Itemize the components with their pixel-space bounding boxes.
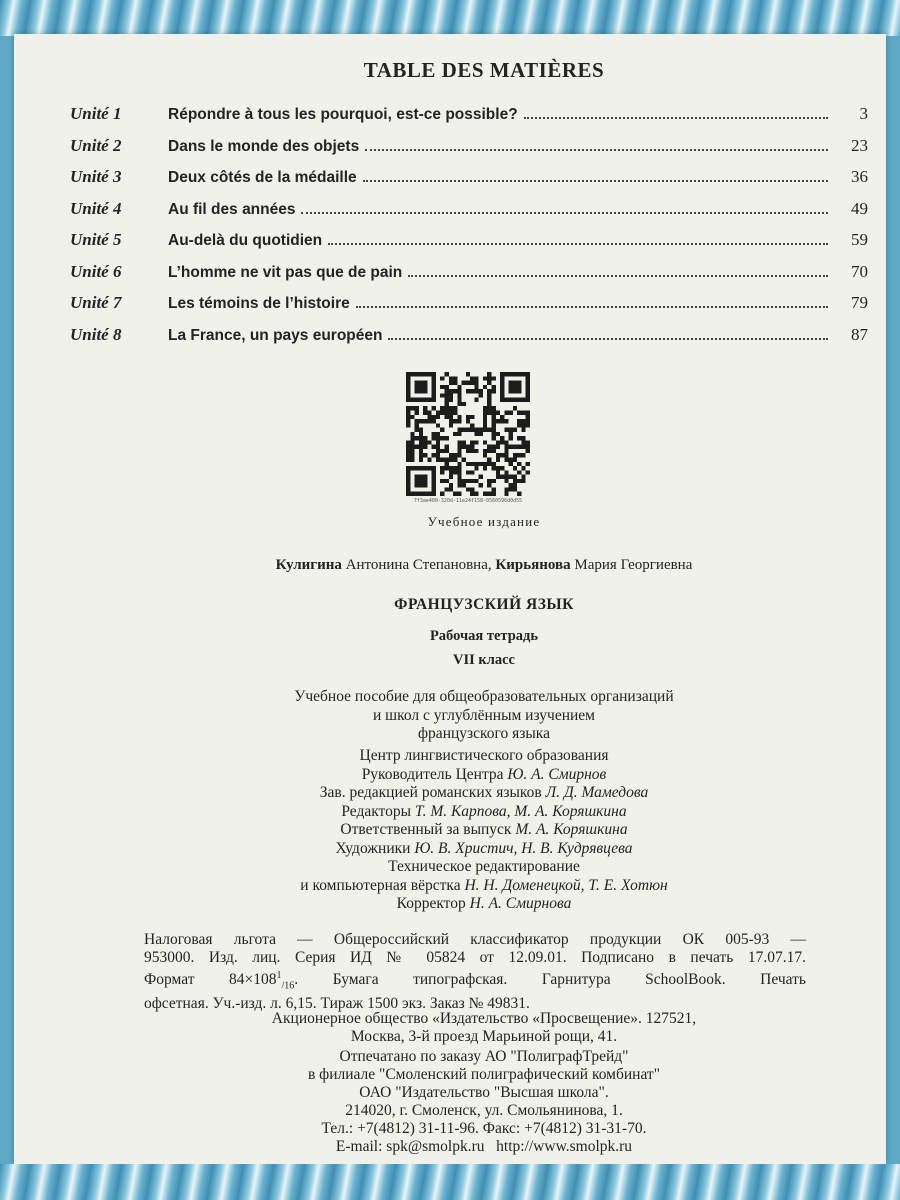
toc-unit-title: Deux côtés de la médaille <box>168 169 357 186</box>
printer-line: 214020, г. Смоленск, ул. Смольянинова, 1. <box>345 1102 623 1119</box>
toc-row <box>70 136 868 168</box>
qr-code-caption: 7f3ae400-320d-11e24f158-0560596d0d55 <box>413 498 523 504</box>
book-title: ФРАНЦУЗСКИЙ ЯЗЫК <box>394 596 574 613</box>
credit-role: Редакторы <box>341 802 412 820</box>
toc-row <box>70 199 868 231</box>
toc-leader-dots <box>363 180 828 182</box>
toc-page-number: 49 <box>851 198 868 218</box>
toc-page-number: 36 <box>851 167 868 186</box>
toc-page-number: 23 <box>851 135 868 155</box>
imprint-format-rest: . Бумага типографская. Гарнитура SchoolBook. Печать <box>294 971 806 989</box>
toc-unit-label: Unité 8 <box>70 324 122 344</box>
toc-page-number: 70 <box>851 261 868 281</box>
toc-unit-label: Unité 5 <box>70 230 122 249</box>
credit-line <box>14 858 900 877</box>
printer-block <box>14 1048 900 1156</box>
toc-unit-label: Unité 2 <box>70 135 122 155</box>
imprint-format-sub: /16 <box>281 980 295 992</box>
author-name: Антонина Степановна, <box>345 557 492 573</box>
toc-unit-title: L’homme ne vit pas que de pain <box>168 263 403 281</box>
credit-role: Техническое редактирование <box>388 858 580 875</box>
credit-role: Художники <box>335 839 411 857</box>
description-line: и школ с углублённым изучением <box>373 706 595 724</box>
credit-person: М. А. Коряшкина <box>515 821 628 838</box>
toc-unit-label: Unité 3 <box>70 167 122 186</box>
toc-unit-label: Unité 1 <box>70 104 122 123</box>
credit-person: Ю. А. Смирнов <box>507 765 607 783</box>
toc-row <box>70 167 868 199</box>
toc-unit-title: Au-delà du quotidien <box>168 232 323 249</box>
book-page <box>14 34 886 1164</box>
imprint-line: 953000. Изд. лиц. Серия ИД № 05824 от 12.09.01. Подписано в печать 17.07.17. <box>144 949 806 966</box>
toc-unit-label: Unité 7 <box>70 293 122 312</box>
toc-unit-title: Répondre à tous les pourquoi, est-ce possible? <box>168 106 518 123</box>
imprint-format-sup: 1 <box>276 970 282 981</box>
toc-row <box>70 104 868 136</box>
credit-line <box>14 766 900 785</box>
toc-page-number: 59 <box>851 230 868 249</box>
credit-line <box>14 747 900 766</box>
imprint-line <box>144 967 806 995</box>
printer-line: Отпечатано по заказу АО "ПолиграфТрейд" <box>339 1048 629 1065</box>
credit-role: Корректор <box>396 895 466 912</box>
toc-unit-label: Unité 6 <box>70 261 122 281</box>
decorative-top-border <box>0 0 900 36</box>
publisher-line: Москва, 3-й проезд Марьиной рощи, 41. <box>350 1028 618 1045</box>
toc-page-number: 79 <box>851 293 868 312</box>
credit-role: Ответственный за выпуск <box>340 821 512 838</box>
decorative-bottom-border <box>0 1164 900 1200</box>
toc-leader-dots <box>524 117 828 119</box>
imprint-line: офсетная. Уч.-изд. л. 6,15. Тираж 1500 экз. Заказ № 49831. <box>144 995 530 1013</box>
imprint-format: Формат 84×108 <box>144 971 277 989</box>
toc-title: TABLE DES MATIÈRES <box>363 58 605 82</box>
description-line: Учебное пособие для общеобразовательных организаций <box>294 688 674 705</box>
toc-page-number: 87 <box>851 324 868 344</box>
toc-page-number: 3 <box>859 104 868 123</box>
credit-person: Л. Д. Мамедова <box>545 784 649 801</box>
credit-role: Зав. редакцией романских языков <box>319 784 542 801</box>
imprint-block <box>144 931 806 1013</box>
toc-unit-title: La France, un pays européen <box>168 326 383 344</box>
printer-line: ОАО "Издательство "Высшая школа". <box>359 1084 609 1101</box>
edition-type: Учебное издание <box>427 514 541 529</box>
credit-line <box>14 840 900 859</box>
author-surname: Кирьянова <box>495 557 571 573</box>
imprint-line: Налоговая льгота — Общероссийский классификатор продукции ОК 005-93 — <box>144 931 806 948</box>
toc-unit-title: Les témoins de l’histoire <box>168 295 350 312</box>
table-of-contents <box>70 104 868 356</box>
toc-leader-dots <box>365 149 828 151</box>
toc-leader-dots <box>301 212 828 214</box>
printer-line: E-mail: spk@smolpk.ru http://www.smolpk.ru <box>335 1138 633 1155</box>
credit-line <box>14 803 900 822</box>
toc-leader-dots <box>388 338 828 340</box>
toc-unit-title: Au fil des années <box>168 200 296 218</box>
toc-row <box>70 325 868 357</box>
book-description <box>14 688 900 744</box>
book-subtitle: Рабочая тетрадь <box>429 628 539 644</box>
toc-leader-dots <box>408 275 828 277</box>
printer-line: Тел.: +7(4812) 31-11-96. Факс: +7(4812) 31-31-70. <box>321 1120 647 1137</box>
toc-leader-dots <box>356 306 828 308</box>
credit-person: Ю. В. Христич, Н. В. Кудрявцева <box>414 839 633 857</box>
book-grade: VII класс <box>453 652 515 668</box>
credit-person: Н. А. Смирнова <box>469 895 572 912</box>
author-name: Мария Георгиевна <box>574 557 693 573</box>
publisher-block <box>14 1010 900 1046</box>
toc-row <box>70 262 868 294</box>
credits-list <box>14 747 900 914</box>
publisher-line: Акционерное общество «Издательство «Просвещение». 127521, <box>271 1010 697 1027</box>
toc-unit-label: Unité 4 <box>70 198 122 218</box>
credit-role: Руководитель Центра <box>361 765 504 783</box>
toc-leader-dots <box>328 243 828 245</box>
credit-role: Центр лингвистического образования <box>359 747 609 764</box>
toc-row <box>70 293 868 325</box>
qr-code <box>406 372 530 496</box>
author-surname: Кулигина <box>275 557 342 573</box>
printer-line: в филиале "Смоленский полиграфический комбинат" <box>307 1066 661 1083</box>
credit-person: Т. М. Карпова, М. А. Коряшкина <box>414 802 627 820</box>
description-line: французского языка <box>418 725 550 742</box>
credit-role: и компьютерная вёрстка <box>300 876 461 894</box>
toc-unit-title: Dans le monde des objets <box>168 137 360 155</box>
authors-line <box>14 557 900 574</box>
credit-line <box>14 877 900 896</box>
credit-person: Н. Н. Доменецкой, Т. Е. Хотюн <box>464 876 668 894</box>
credit-line <box>14 821 900 840</box>
credit-line <box>14 784 900 803</box>
toc-row <box>70 230 868 262</box>
credit-line <box>14 895 900 914</box>
